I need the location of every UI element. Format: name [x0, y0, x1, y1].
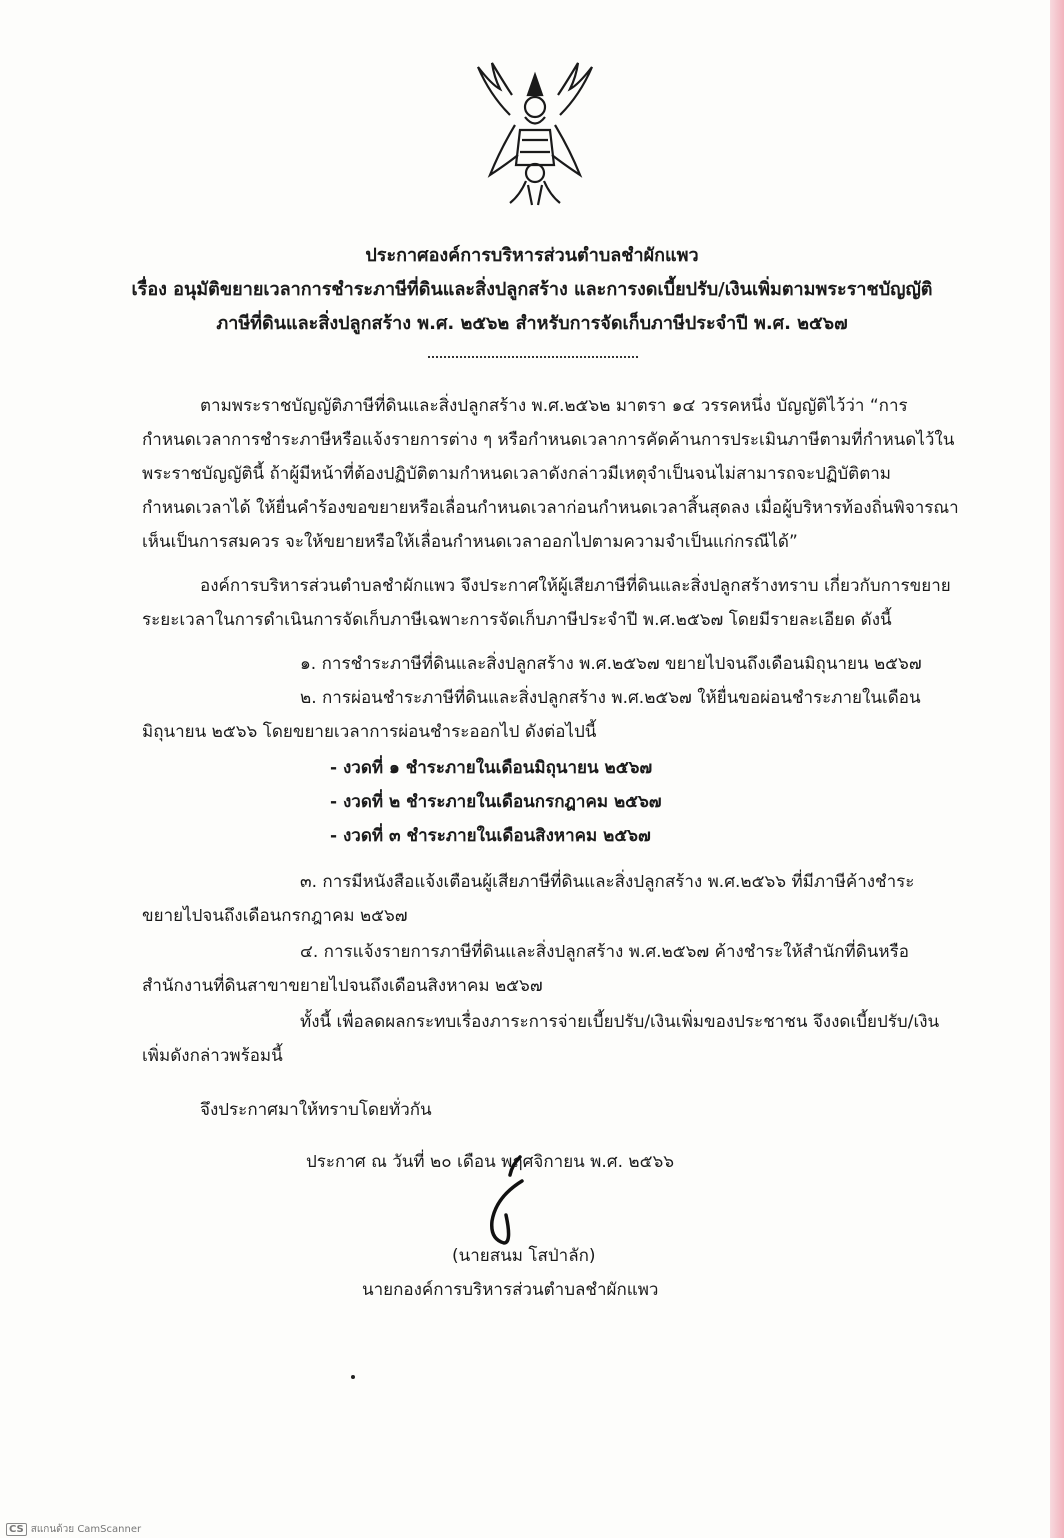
installment-3: - งวดที่ ๓ ชำระภายในเดือนสิงหาคม ๒๕๖๗: [330, 826, 651, 846]
subject-line-2: ภาษีที่ดินและสิ่งปลูกสร้าง พ.ศ. ๒๕๖๒ สำหรับการจัดเก็บภาษีประจำปี พ.ศ. ๒๕๖๗: [216, 313, 848, 334]
title-divider: [428, 356, 638, 358]
scan-speck: [351, 1375, 355, 1379]
closing-line-1: ทั้งนี้ เพื่อลดผลกระทบเรื่องภาระการจ่ายเบี้ยปรับ/เงินเพิ่มของประชาชน จึงงดเบี้ยปรับ/เงิน: [300, 1012, 940, 1032]
item-2-line-2: มิถุนายน ๒๕๖๖ โดยขยายเวลาการผ่อนชำระออกไป ดังต่อไปนี้: [142, 722, 597, 742]
signer-name: (นายสนม โสป่าลัก): [452, 1246, 596, 1266]
signature-mark: [482, 1155, 562, 1255]
signer-position: นายกองค์การบริหารส่วนตำบลชำผักแพว: [362, 1280, 659, 1300]
item-3-line-2: ขยายไปจนถึงเดือนกรกฎาคม ๒๕๖๗: [142, 906, 408, 926]
para2-line-1: องค์การบริหารส่วนตำบลชำผักแพว จึงประกาศให้ผู้เสียภาษีที่ดินและสิ่งปลูกสร้างทราบ เกี่ยวกับการขยาย: [200, 576, 951, 596]
item-4-line-2: สำนักงานที่ดินสาขาขยายไปจนถึงเดือนสิงหาคม ๒๕๖๗: [142, 976, 543, 996]
item-1: ๑. การชำระภาษีที่ดินและสิ่งปลูกสร้าง พ.ศ.๒๕๖๗ ขยายไปจนถึงเดือนมิถุนายน ๒๕๖๗: [300, 654, 922, 674]
installment-1: - งวดที่ ๑ ชำระภายในเดือนมิถุนายน ๒๕๖๗: [330, 758, 653, 778]
para1-line-1: ตามพระราชบัญญัติภาษีที่ดินและสิ่งปลูกสร้าง พ.ศ.๒๕๖๒ มาตรา ๑๔ วรรคหนึ่ง บัญญัติไว้ว่า “การ: [200, 396, 908, 416]
garuda-emblem-icon: [470, 55, 600, 215]
para1-line-2: กำหนดเวลาการชำระภาษีหรือแจ้งรายการต่าง ๆ หรือกำหนดเวลาการคัดค้านการประเมินภาษีตามที่กำหนดไว้ใน: [142, 430, 955, 450]
installment-2: - งวดที่ ๒ ชำระภายในเดือนกรกฎาคม ๒๕๖๗: [330, 792, 662, 812]
scanner-watermark: [6, 1522, 141, 1537]
para1-line-5: เห็นเป็นการสมควร จะให้ขยายหรือให้เลื่อนกำหนดเวลาออกไปตามความจำเป็นแก่กรณีได้”: [142, 532, 798, 552]
para2-line-2: ระยะเวลาในการดำเนินการจัดเก็บภาษีเฉพาะการจัดเก็บภาษีประจำปี พ.ศ.๒๕๖๗ โดยมีรายละเอียด ดังนี้: [142, 610, 892, 630]
announce-date: ประกาศ ณ วันที่ ๒๐ เดือน พฤศจิกายน พ.ศ. ๒๕๖๖: [306, 1152, 675, 1172]
item-3-line-1: ๓. การมีหนังสือแจ้งเตือนผู้เสียภาษีที่ดินและสิ่งปลูกสร้าง พ.ศ.๒๕๖๖ ที่มีภาษีค้างชำระ: [300, 872, 915, 892]
item-2-line-1: ๒. การผ่อนชำระภาษีที่ดินและสิ่งปลูกสร้าง พ.ศ.๒๕๖๗ ให้ยื่นขอผ่อนชำระภายในเดือน: [300, 688, 921, 708]
closing-line-2: เพิ่มดังกล่าวพร้อมนี้: [142, 1046, 283, 1066]
para1-line-4: กำหนดเวลาได้ ให้ยื่นคำร้องขอขยายหรือเลื่อนกำหนดเวลาก่อนกำหนดเวลาสิ้นสุดลง เมื่อผู้บริหารท้องถิ่นพิจารณา: [142, 498, 959, 518]
document-title: ประกาศองค์การบริหารส่วนตำบลชำผักแพว: [365, 245, 699, 266]
para1-line-3: พระราชบัญญัตินี้ ถ้าผู้มีหน้าที่ต้องปฏิบัติตามกำหนดเวลาดังกล่าวมีเหตุจำเป็นจนไม่สามารถจะปฏิบัติตาม: [142, 464, 891, 484]
item-4-line-1: ๔. การแจ้งรายการภาษีที่ดินและสิ่งปลูกสร้าง พ.ศ.๒๕๖๗ ค้างชำระให้สำนักที่ดินหรือ: [300, 942, 909, 962]
camscanner-logo: CS: [6, 1523, 27, 1536]
announce-line: จึงประกาศมาให้ทราบโดยทั่วกัน: [200, 1100, 432, 1120]
paper-edge: [1050, 0, 1064, 1538]
scanner-label: สแกนด้วย CamScanner: [30, 1524, 142, 1535]
subject-line-1: เรื่อง อนุมัติขยายเวลาการชำระภาษีที่ดินและสิ่งปลูกสร้าง และการงดเบี้ยปรับ/เงินเพิ่มตามพระราชบัญญัติ: [131, 279, 933, 300]
